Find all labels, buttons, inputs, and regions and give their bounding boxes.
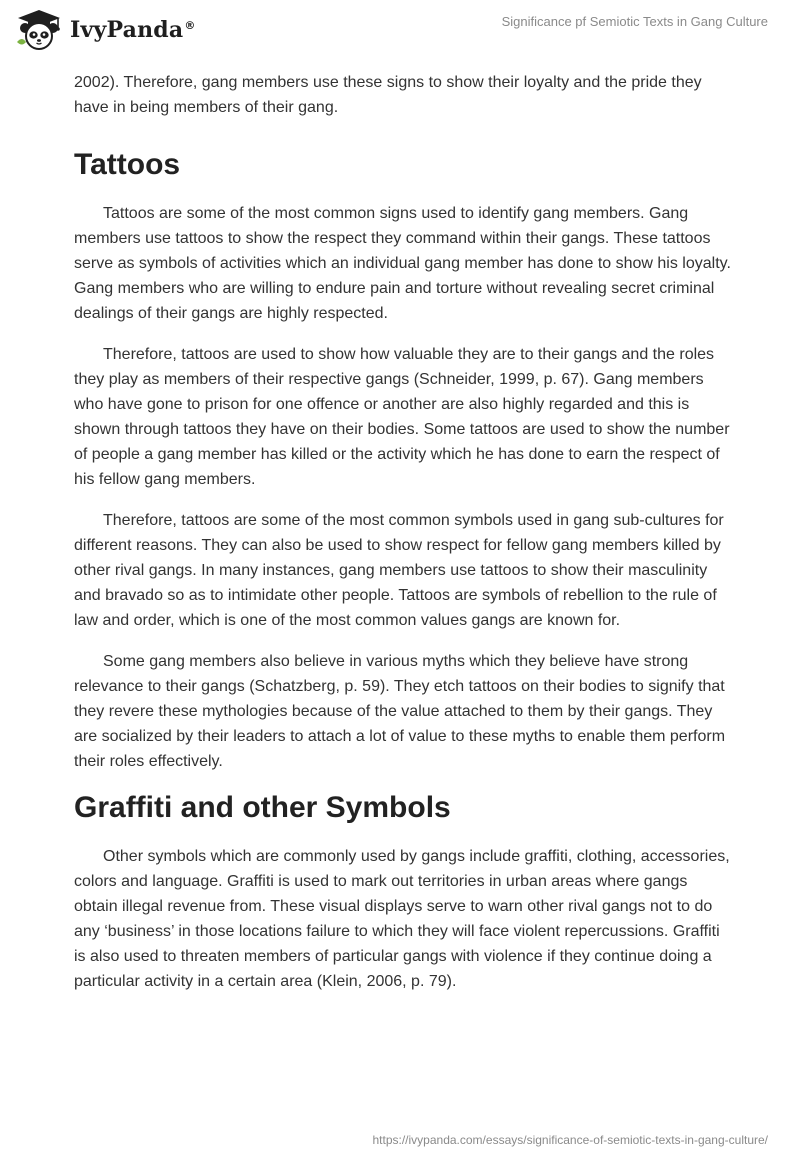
paragraph: Therefore, tattoos are used to show how valuable they are to their gangs and the roles they play as members of their respective gangs (Schneider, 1999, p. 67). Gang members who have gone to prison for one offence or another are also highly regarded and this is shown through tattoos they have on their bodies. Some tattoos are used to show the number of people a gang member has killed or the activity which he has done to earn the respect of his fellow gang members.: [74, 346, 730, 488]
paragraph: Therefore, tattoos are some of the most common symbols used in gang sub-cultures for different reasons. They can also be used to show respect for fellow gang members killed by other rival gangs. In many instances, gang members use tattoos to show their masculinity and bravado so as to intimidate other people. Tattoos are symbols of rebellion to the rule of law and order, which is one of the most common values gangs are known for.: [74, 512, 724, 629]
paragraph: Some gang members also believe in various myths which they believe have strong relevance to their gangs (Schatzberg, p. 59). They etch tattoos on their bodies to signify that they revere these mythologies because of the value attached to them by their gangs. They are socialized by their leaders to attach a lot of value to these myths to enable them perform their roles effectively.: [74, 653, 726, 770]
section-heading-graffiti: Graffiti and other Symbols: [74, 791, 451, 824]
paragraph: Tattoos are some of the most common signs used to identify gang members. Gang members use tattoos to show the respect they command within their gangs. These tattoos serve as symbols of activities which an individual gang member has done to show his loyalty. Gang members who are willing to endure pain and torture without revealing secret criminal dealings of their gangs are highly respected.: [74, 205, 731, 322]
paragraph: Other symbols which are commonly used by gangs include graffiti, clothing, accessories, colors and language. Graffiti is used to mark out territories in urban areas where gangs obtain illegal revenue from. These visual displays serve to warn other rival gangs not to do any ‘business’ in those locations failure to which they will face violent repercussions. Graffiti is also used to threaten members of particular gangs with violence if they continue doing a particular activity in a certain area (Klein, 2006, p. 79).: [74, 848, 730, 990]
article-body: [74, 70, 734, 1010]
ivypanda-logo[interactable]: [14, 8, 196, 50]
running-title: Significance pf Semiotic Texts in Gang Culture: [501, 14, 768, 29]
panda-graduate-icon: [14, 8, 64, 50]
registered-mark: ®: [184, 18, 196, 32]
page-header: [0, 0, 800, 68]
source-url[interactable]: https://ivypanda.com/essays/significance-of-semiotic-texts-in-gang-culture/: [372, 1133, 768, 1147]
intro-paragraph: 2002). Therefore, gang members use these signs to show their loyalty and the pride they have in being members of their gang.: [74, 74, 702, 116]
section-heading-tattoos: Tattoos: [74, 148, 181, 181]
logo-wordmark: IvyPanda®: [70, 17, 196, 43]
